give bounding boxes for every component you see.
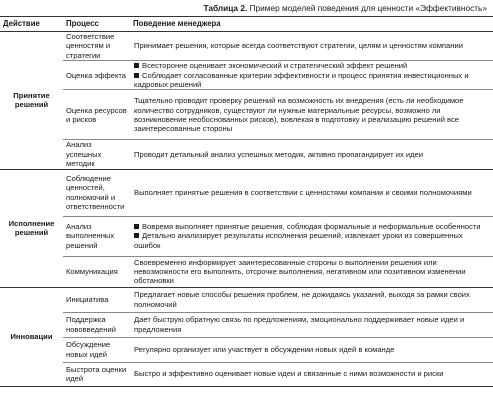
behavior-text: Регулярно организует или участвует в обсуждении новых идей в команде bbox=[134, 344, 395, 354]
behavior-cell bbox=[130, 362, 493, 386]
table-row bbox=[0, 90, 493, 140]
behavior-cell bbox=[130, 32, 493, 61]
behavior-text: Принимает решения, которые всегда соответствуют стратегии, целям и ценностям компании bbox=[134, 41, 463, 51]
behavior-cell bbox=[130, 256, 493, 287]
bullet-item bbox=[134, 231, 490, 250]
behavior-cell bbox=[130, 140, 493, 169]
bullet-item bbox=[134, 222, 490, 231]
bullet-item bbox=[134, 71, 490, 90]
group-innovation: Инновации bbox=[0, 287, 63, 386]
header-row bbox=[0, 17, 493, 32]
process-cell: Соблюдение ценностей, полномочий и ответственности bbox=[63, 169, 130, 216]
caption-number: Таблица 2. bbox=[203, 3, 248, 13]
header-action: Действие bbox=[0, 17, 63, 32]
process-cell: Оценка эффекта bbox=[63, 61, 130, 90]
behavior-text: Всесторонне оценивает экономический и стратегический эффект решений bbox=[142, 61, 408, 71]
bullet-square-icon bbox=[134, 73, 139, 78]
behavior-text: Предлагает новые способы решения проблем, не дожидаясь указаний, выходя за рамки своих полномочий bbox=[134, 290, 470, 309]
bullet-square-icon bbox=[134, 224, 139, 229]
table-row bbox=[0, 216, 493, 256]
behavior-cell bbox=[130, 216, 493, 256]
behavior-cell bbox=[130, 61, 493, 90]
process-cell: Инициатива bbox=[63, 287, 130, 312]
group-decision-making: Принятие решений bbox=[0, 32, 63, 170]
behavior-cell bbox=[130, 337, 493, 362]
behavior-cell bbox=[130, 312, 493, 337]
process-cell: Обсуждение новых идей bbox=[63, 337, 130, 362]
process-cell: Оценка ресурсов и рисков bbox=[63, 90, 130, 140]
table-row bbox=[0, 32, 493, 61]
bullet-square-icon bbox=[134, 233, 139, 238]
table-row bbox=[0, 140, 493, 169]
behavior-text: Детально анализирует результаты исполнения решений, извлекает уроки из совершенных ошибок bbox=[134, 231, 463, 250]
behavior-cell bbox=[130, 287, 493, 312]
table-caption bbox=[203, 3, 487, 13]
process-cell: Анализ выполненных решений bbox=[63, 216, 130, 256]
group-execution: Исполнение решений bbox=[0, 169, 63, 287]
behavior-text: Дает быструю обратную связь по предложениям, эмоционально поддерживает новые идеи и предложения bbox=[134, 315, 465, 334]
process-cell: Быстрота оценки идей bbox=[63, 362, 130, 386]
process-cell: Коммуникация bbox=[63, 256, 130, 287]
bullet-item bbox=[134, 61, 490, 70]
table-row bbox=[0, 362, 493, 386]
behavior-cell bbox=[130, 90, 493, 140]
table-row bbox=[0, 312, 493, 337]
behavior-text: Вовремя выполняет принятые решения, соблюдая формальные и неформальные особенности bbox=[142, 222, 481, 232]
behavior-models-table bbox=[0, 16, 493, 387]
bullet-square-icon bbox=[134, 63, 139, 68]
behavior-text: Своевременно информирует заинтересованные стороны о выполнении решения или невозможности его выполнить, отсрочке выполнения, негативном или позитивном изменении обстановки bbox=[134, 257, 466, 286]
behavior-text: Проводит детальный анализ успешных методик, активно пропагандирует их идеи bbox=[134, 149, 424, 159]
behavior-cell bbox=[130, 169, 493, 216]
header-process: Процесс bbox=[63, 17, 130, 32]
process-cell: Соответствие ценностям и стратегии bbox=[63, 32, 130, 61]
caption-text: Пример моделей поведения для ценности «Эффективность» bbox=[249, 3, 487, 13]
process-cell: Поддержка нововведений bbox=[63, 312, 130, 337]
table-row bbox=[0, 169, 493, 216]
behavior-text: Выполняет принятые решения в соответствии с ценностями компании и своими полномочиями bbox=[134, 187, 472, 197]
behavior-text: Соблюдает согласованные критерии эффективности и процесс принятия инвестиционных и кадровых решений bbox=[134, 70, 469, 90]
table-row bbox=[0, 61, 493, 90]
behavior-text: Тщательно проводит проверку решений на возможность их внедрения (есть ли необходимое количество сотрудников, существуют ли нужные материальные ресурсы, возможно ли возникновение необоснованных рисков), вовлекая в подготовку и реализацию решений все заинтересованные стороны bbox=[134, 96, 464, 134]
table-row bbox=[0, 287, 493, 312]
table-row bbox=[0, 256, 493, 287]
behavior-text: Быстро и эффективно оценивает новые идеи и связанные с ними возможности и риски bbox=[134, 369, 444, 379]
header-behavior: Поведение менеджера bbox=[130, 17, 493, 32]
process-cell: Анализ успешных методик bbox=[63, 140, 130, 169]
table-row bbox=[0, 337, 493, 362]
